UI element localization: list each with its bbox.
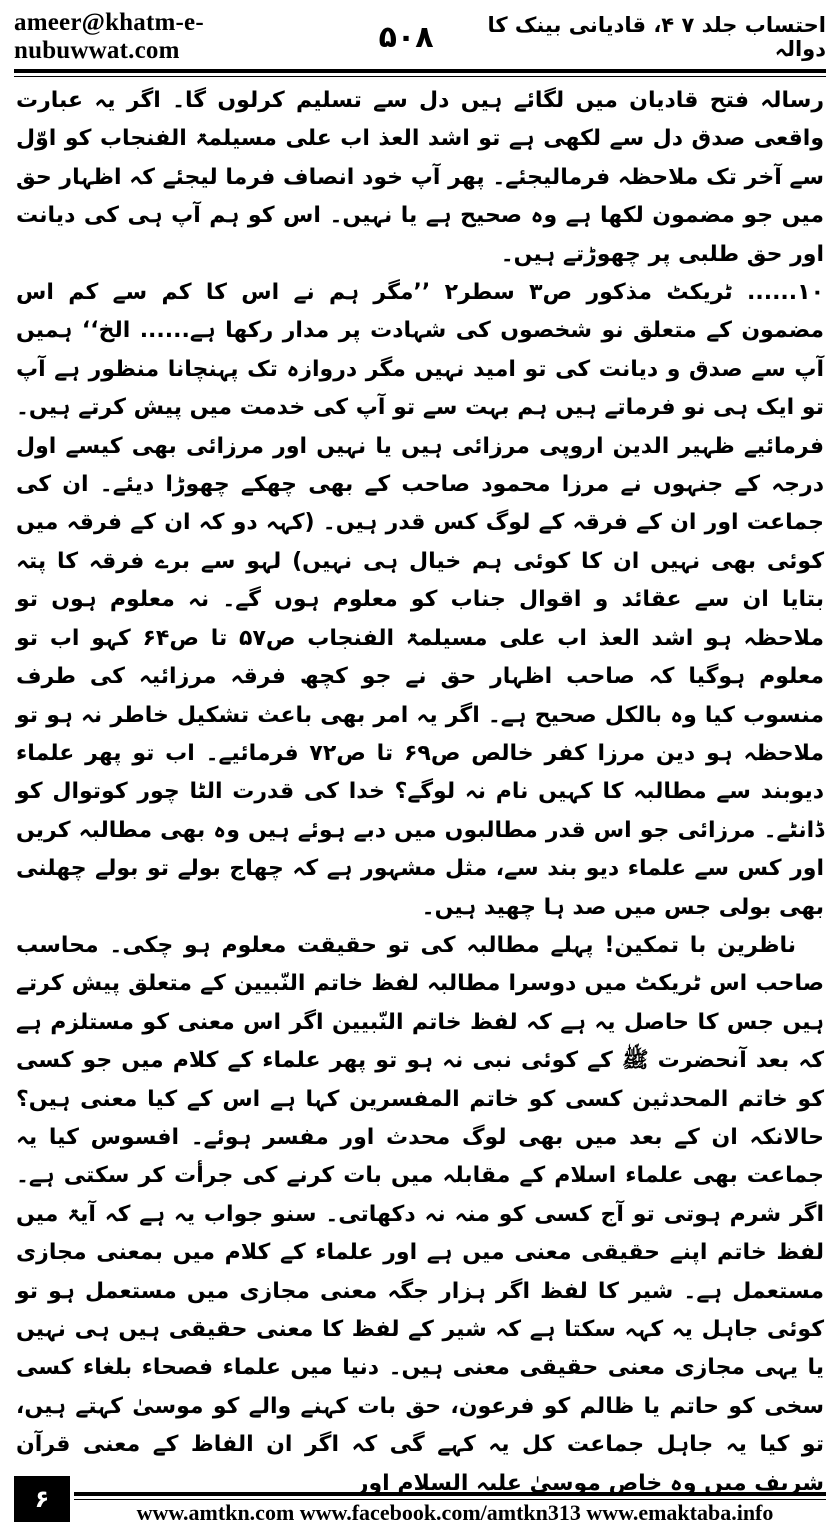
page-number: ۵۰۸ [378, 19, 434, 55]
running-title: احتساب جلد ۷ ۴، قادیانی بینک کا دوالہ [487, 13, 826, 61]
page-footer [14, 1485, 826, 1534]
header-divider-thick [14, 69, 826, 73]
footer-number-box: ۶ [14, 1476, 70, 1522]
header-divider-thin [14, 76, 826, 77]
header-left-group [14, 9, 434, 65]
paragraph-3: ناظرین با تمکین! پہلے مطالبہ کی تو حقیقت معلوم ہو چکی۔ محاسب صاحب اس ٹریکٹ میں دوسرا مطالبہ لفظ خاتم النّبیین کے متعلق پیش کرتے ہیں جس کا حاصل یہ ہے کہ لفظ خاتم النّبیین اگر اس معنی کو مستلزم ہے کہ بعد آنحضرت ﷺ کے کوئی نبی نہ ہو تو پھر علماء کے کلام میں جو کسی کو خاتم المحدثین کسی کو خاتم المفسرین کہا ہے اس کے کیا معنی ہیں؟ حالانکہ ان کے بعد میں بھی لوگ محدث اور مفسر ہوئے۔ افسوس کیا یہ جماعت بھی علماء اسلام کے مقابلہ میں بات کرنے کی جرأت کر سکتی ہے۔ اگر شرم ہوتی تو آج کسی کو منہ نہ دکھاتی۔ سنو جواب یہ ہے کہ آیۃ میں لفظ خاتم اپنے حقیقی معنی میں ہے اور علماء کے کلام میں بمعنی مجازی مستعمل ہے۔ شیر کا لفظ اگر ہزار جگہ معنی مجازی میں مستعمل ہو تو کوئی جاہل یہ کہہ سکتا ہے کہ شیر کے لفظ کا معنی حقیقی ہیں ہی نہیں یا یہی مجازی معنی حقیقی معنی ہیں۔ دنیا میں علماء فصحاء بلغاء کسی سخی کو حاتم یا ظالم کو فرعون، حق بات کہنے والے کو موسیٰ کہتے ہیں، تو کیا یہ جاہل جماعت کل یہ کہے گی کہ اگر ان الفاظ کے معنی قرآن شریف میں وہ خاص موسیٰ علیہ السلام اور [16, 932, 824, 1496]
footer-divider-thick [74, 1492, 826, 1496]
footer-links[interactable]: www.amtkn.com www.facebook.com/amtkn313 www.emaktaba.info [136, 1500, 774, 1525]
paragraph-1: رسالہ فتح قادیان میں لگائے ہیں دل سے تسلیم کرلوں گا۔ اگر یہ عبارت واقعی صدق دل سے لکھی ہے تو اشد العذ اب علی مسیلمۃ الفنجاب کو اوّل سے آخر تک ملاحظہ فرمالیجئے۔ پھر آپ خود انصاف فرما لیجئے کہ اظہار حق میں جو مضمون لکھا ہے وہ صحیح ہے یا نہیں۔ اس کو ہم آپ ہی کی دیانت اور حق طلبی پر چھوڑتے ہیں۔ [16, 88, 824, 267]
page-header [14, 6, 826, 68]
paragraph-2: ۱۰...... ٹریکٹ مذکور ص۳ سطر۲ ’’مگر ہم نے اس کا کم سے کم اس مضمون کے متعلق نو شخصوں کی شہادت پر مدار رکھا ہے...... الخ‘‘ ہمیں آپ سے صدق و دیانت کی تو امید نہیں مگر دروازہ تک پہنچانا منظور ہے آپ تو ایک ہی نو فرماتے ہیں ہم بہت سے تو آپ کی خدمت میں پیش کرتے ہیں۔ فرمائیے ظہیر الدین اروپی مرزائی ہیں یا نہیں اور مرزائی بھی کیسے اول درجہ کے جنہوں نے مرزا محمود صاحب کے بھی چھکے چھوڑا دیئے۔ ان کی جماعت اور ان کے فرقہ کے لوگ کس قدر ہیں۔ (کہہ دو کہ ان کے فرقہ میں کوئی بھی نہیں ان کا کوئی ہم خیال ہی نہیں) لہو سے برے فرقہ کا پتہ بتایا ان سے عقائد و اقوال جناب کو معلوم ہوں گے۔ نہ معلوم ہوں تو ملاحظہ ہو اشد العذ اب علی مسیلمۃ الفنجاب ص۵۷ تا ص۶۴ کہو اب تو معلوم ہوگیا کہ صاحب اظہار حق نے جو کچھ فرقہ مرزائیہ کی طرف منسوب کیا وہ بالکل صحیح ہے۔ اگر یہ امر بھی باعث تشکیل خاطر نہ ہو تو ملاحظہ ہو دین مرزا کفر خالص ص۶۹ تا ص۷۲ فرمائیے۔ اب تو پھر علماء دیوبند سے مطالبہ کا کہیں نام نہ لوگے؟ خدا کی قدرت الٹا چور کوتوال کو ڈانٹے۔ مرزائی جو اس قدر مطالبوں میں دبے ہوئے ہیں وہ بھی مطالبہ کریں اور کس سے علماء دیو بند سے، مثل مشہور ہے کہ چھاج بولے تو بولے چھلنی بھی بولی جس میں صد ہا چھید ہیں۔ [16, 280, 824, 920]
body-text [16, 82, 824, 1496]
header-email[interactable]: ameer@khatm-e-nubuwwat.com [14, 9, 204, 64]
